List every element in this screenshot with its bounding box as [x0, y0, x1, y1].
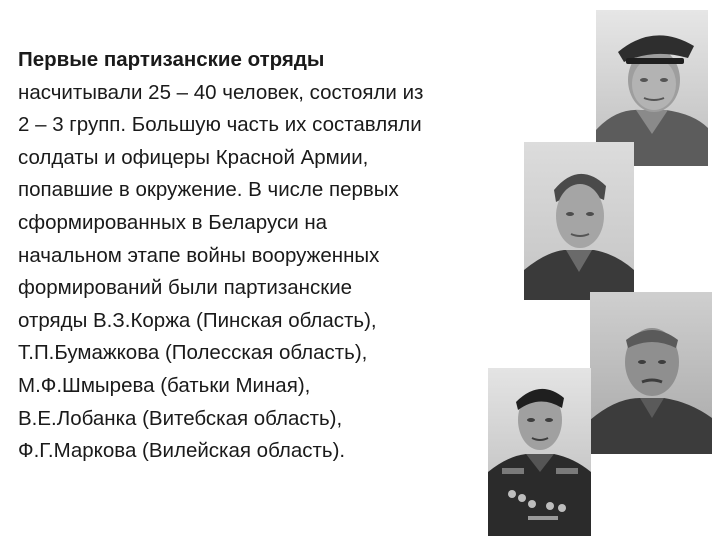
text-line: 2 – 3 групп. Большую часть их составляли	[18, 113, 422, 137]
text-line: сформированных в Беларуси на	[18, 210, 328, 234]
slide-heading: Первые партизанские отряды	[18, 48, 325, 71]
slide-text	[18, 44, 518, 468]
portrait-young-man	[524, 142, 634, 300]
text-line: попавшие в окружение. В числе первых	[18, 178, 399, 202]
text-line: М.Ф.Шмырева (батьки Миная),	[18, 373, 311, 397]
portrait-uniform-medals	[488, 368, 591, 536]
text-line: В.Е.Лобанка (Витебская область),	[18, 406, 343, 430]
text-line: Т.П.Бумажкова (Полесская область),	[18, 341, 368, 365]
text-line: отряды В.З.Коржа (Пинская область),	[18, 308, 377, 332]
text-line: солдаты и офицеры Красной Армии,	[18, 145, 369, 169]
text-line: Ф.Г.Маркова (Вилейская область).	[18, 439, 346, 463]
text-line: начальном этапе войны вооруженных	[18, 243, 380, 267]
portrait-older-man	[590, 292, 712, 454]
text-line: насчитывали 25 – 40 человек, состояли из	[18, 80, 424, 104]
text-line: формирований были партизанские	[18, 276, 353, 300]
